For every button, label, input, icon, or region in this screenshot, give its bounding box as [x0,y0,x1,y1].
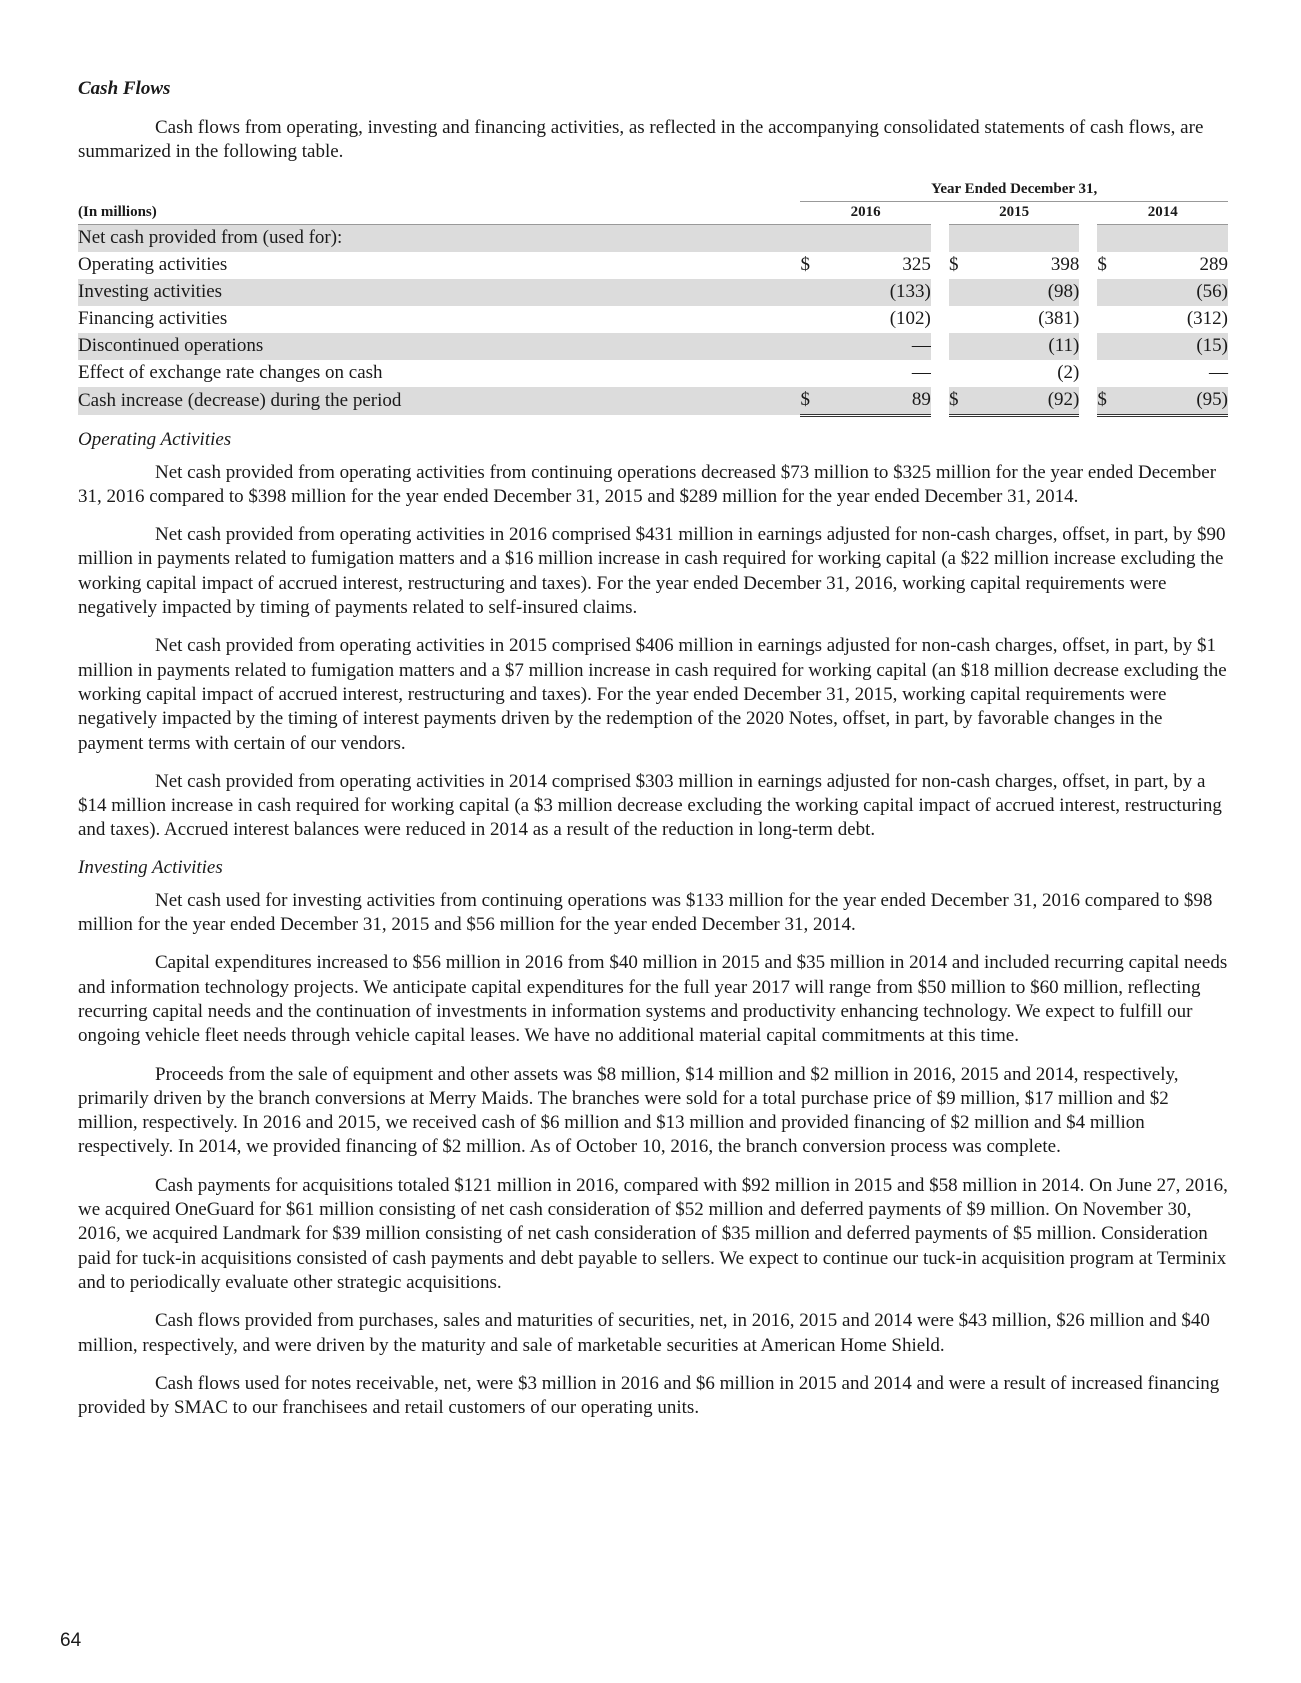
year-header: 2015 [949,201,1079,224]
cell-value: (95) [1126,387,1228,416]
section-title: Cash Flows [78,78,171,99]
cell-value: 325 [902,254,931,276]
cell-value: 289 [1199,254,1228,276]
cell-value: (15) [1126,333,1228,360]
year-header: 2016 [800,201,930,224]
section-label: Net cash provided from (used for): [78,224,800,252]
table-row [78,279,1228,306]
table-total-row [78,387,1228,416]
intro-paragraph: Cash flows from operating, investing and financing activities, as reflected in the accompanying consolidated statements of cash flows, are summarized in the following table. [78,117,1204,163]
body-paragraph: Net cash provided from operating activities in 2016 comprised $431 million in earnings adjusted for non-cash charges, offset, in part, by $90 million in payments related to fumigation matters and a $16 million increase in cash required for working capital (a $22 million increase excluding the working capital impact of accrued interest, restructuring and taxes). For the year ended December 31, 2016, working capital requirements were negatively impacted by timing of payments related to self-insured claims. [78,524,1226,619]
year-header: 2014 [1097,201,1228,224]
cell-value: 398 [1050,254,1080,276]
cell-value: (98) [977,279,1079,306]
currency-symbol: $ [800,387,828,416]
cell-value: (133) [829,279,931,306]
table-header-period-row [78,179,1228,202]
cell-value: (312) [1186,308,1228,330]
body-paragraph: Capital expenditures increased to $56 million in 2016 from $40 million in 2015 and $35 million in 2014 and included recurring capital needs and information technology projects. We anticipate capital expenditures for the full year 2017 will range from $50 million to $60 million, reflecting recurring capital needs and the continuation of investments in information systems and productivity enhancing technology. We expect to fulfill our ongoing vehicle fleet needs through vehicle capital leases. We have no additional material capital commitments at this time. [78,952,1228,1047]
row-label: Discontinued operations [78,333,800,360]
table-row [78,360,1228,387]
row-label: Effect of exchange rate changes on cash [78,362,383,384]
body-paragraph: Cash flows provided from purchases, sales and maturities of securities, net, in 2016, 2015 and 2014 were $43 million, $26 million and $40 million, respectively, and were driven by the maturity and sale of marketable securities at American Home Shield. [78,1310,1210,1356]
body-paragraph: Net cash provided from operating activities in 2015 comprised $406 million in earnings adjusted for non-cash charges, offset, in part, by $1 million in payments related to fumigation matters and a $7 million increase in cash required for working capital (an $18 million decrease excluding the working capital impact of accrued interest, restructuring and taxes). For the year ended December 31, 2015, working capital requirements were negatively impacted by the timing of interest payments driven by the redemption of the 2020 Notes, offset, in part, by favorable changes in the payment terms with certain of our vendors. [78,635,1227,754]
period-header: Year Ended December 31, [800,179,1228,202]
currency-symbol: $ [948,254,959,276]
cell-value: (2) [1057,362,1080,384]
cell-value: — [1209,362,1228,384]
cell-value: 89 [829,387,931,416]
cell-value: — [829,333,931,360]
cell-value: (381) [1038,308,1080,330]
table-row [78,306,1228,333]
document-page [78,70,1228,1434]
row-label: Operating activities [78,254,228,276]
cell-value: (11) [977,333,1079,360]
table-row [78,333,1228,360]
operating-activities-heading: Operating Activities [78,428,232,450]
body-paragraph: Net cash provided from operating activities in 2014 comprised $303 million in earnings adjusted for non-cash charges, offset, in part, by a $14 million increase in cash required for working capital (a $3 million decrease excluding the working capital impact of accrued interest, restructuring and taxes). Accrued interest balances were reduced in 2014 as a result of the reduction in long-term debt. [78,770,1222,841]
table-row [78,252,1228,279]
currency-symbol: $ [949,387,977,416]
currency-symbol: $ [1097,254,1107,276]
currency-symbol: $ [800,254,810,276]
currency-symbol: $ [1097,387,1125,416]
body-paragraph: Cash flows used for notes receivable, net, were $3 million in 2016 and $6 million in 2015 and 2014 and were a result of increased financing provided by SMAC to our franchisees and retail customers of our operating units. [78,1372,1220,1419]
row-label: Investing activities [78,279,800,306]
table-section-row [78,224,1228,252]
table-header-years-row [78,201,1228,224]
investing-activities-heading: Investing Activities [78,856,223,878]
body-paragraph: Proceeds from the sale of equipment and other assets was $8 million, $14 million and $2 million in 2016, 2015 and 2014, respectively, primarily driven by the branch conversions at Merry Maids. The branches were sold for a total purchase price of $9 million, $17 million and $2 million, respectively. In 2016 and 2015, we received cash of $6 million and $13 million and provided financing of $2 million and $4 million respectively. In 2014, we provided financing of $2 million. As of October 10, 2016, the branch conversion process was complete. [78,1063,1179,1158]
row-label: Cash increase (decrease) during the period [78,387,800,416]
row-label: Financing activities [78,308,228,330]
cell-value: (56) [1126,279,1228,306]
body-paragraph: Net cash provided from operating activities from continuing operations decreased $73 million to $325 million for the year ended December 31, 2016 compared to $398 million for the year ended December 31, 2015 and $289 million for the year ended December 31, 2014. [78,461,1217,507]
cash-flow-table [78,179,1228,417]
body-paragraph: Net cash used for investing activities from continuing operations was $133 million for the year ended December 31, 2016 compared to $98 million for the year ended December 31, 2015 and $56 million for the year ended December 31, 2014. [78,889,1213,936]
cell-value: (102) [889,308,931,330]
cell-value: (92) [977,387,1079,416]
page-number: 64 [60,1630,82,1651]
units-label: (In millions) [78,201,800,224]
body-paragraph: Cash payments for acquisitions totaled $121 million in 2016, compared with $92 million in 2015 and $58 million in 2014. On June 27, 2016, we acquired OneGuard for $61 million consisting of net cash consideration of $52 million and deferred payments of $9 million. On November 30, 2016, we acquired Landmark for $39 million consisting of net cash consideration of $35 million and deferred payments of $5 million. Consideration paid for tuck-in acquisitions consisted of cash payments and debt payable to sellers. We expect to continue our tuck-in acquisition program at Terminix and to periodically evaluate other strategic acquisitions. [78,1174,1228,1293]
cell-value: — [911,362,931,384]
